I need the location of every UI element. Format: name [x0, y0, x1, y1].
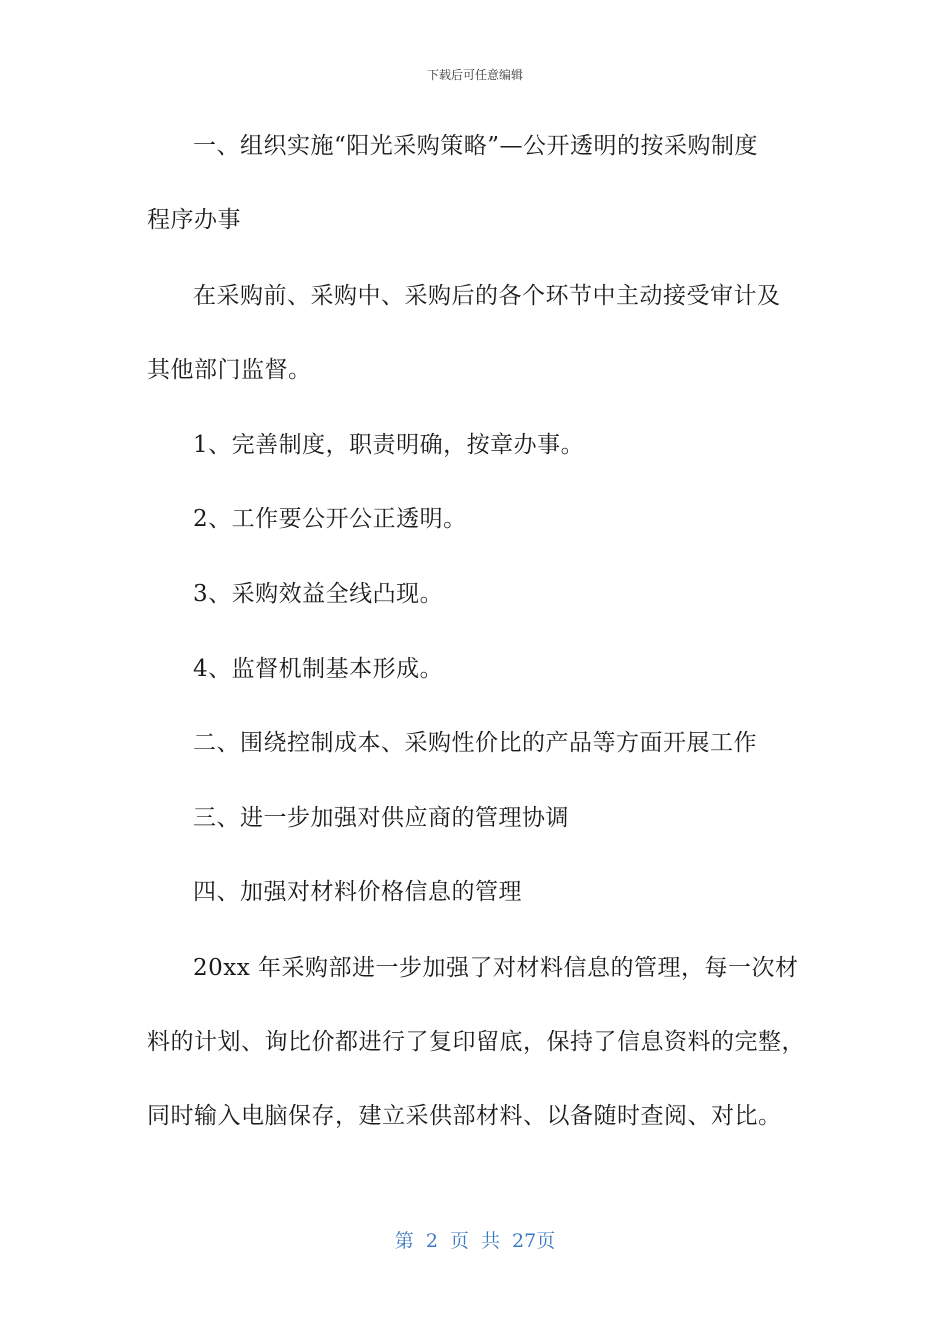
paragraph-2-line-2: 料的计划、询比价都进行了复印留底，保持了信息资料的完整， [147, 1029, 805, 1055]
list-item-4: 4、监督机制基本形成。 [193, 656, 444, 682]
heading-1-line-2: 程序办事 [147, 207, 241, 233]
paragraph-2-line-3: 同时输入电脑保存，建立采供部材料、以备随时查阅、对比。 [147, 1103, 782, 1129]
page-number: 第 2 页 共 27页 [394, 1230, 556, 1252]
list-item-2: 2、工作要公开公正透明。 [193, 506, 467, 532]
heading-4: 四、加强对材料价格信息的管理 [193, 879, 522, 905]
heading-1-line-1: 一、组织实施“阳光采购策略”—公开透明的按采购制度 [193, 133, 759, 159]
heading-2: 二、围绕控制成本、采购性价比的产品等方面开展工作 [193, 730, 757, 756]
list-item-3: 3、采购效益全线凸现。 [193, 581, 444, 607]
paragraph-1-line-1: 在采购前、采购中、采购后的各个环节中主动接受审计及 [193, 283, 781, 309]
heading-3: 三、进一步加强对供应商的管理协调 [193, 805, 569, 831]
paragraph-1-line-2: 其他部门监督。 [147, 357, 312, 383]
paragraph-2-line-1: 20xx 年采购部进一步加强了对材料信息的管理，每一次材 [193, 955, 799, 981]
list-item-1: 1、完善制度，职责明确，按章办事。 [193, 432, 585, 458]
download-note: 下载后可任意编辑 [426, 68, 523, 82]
